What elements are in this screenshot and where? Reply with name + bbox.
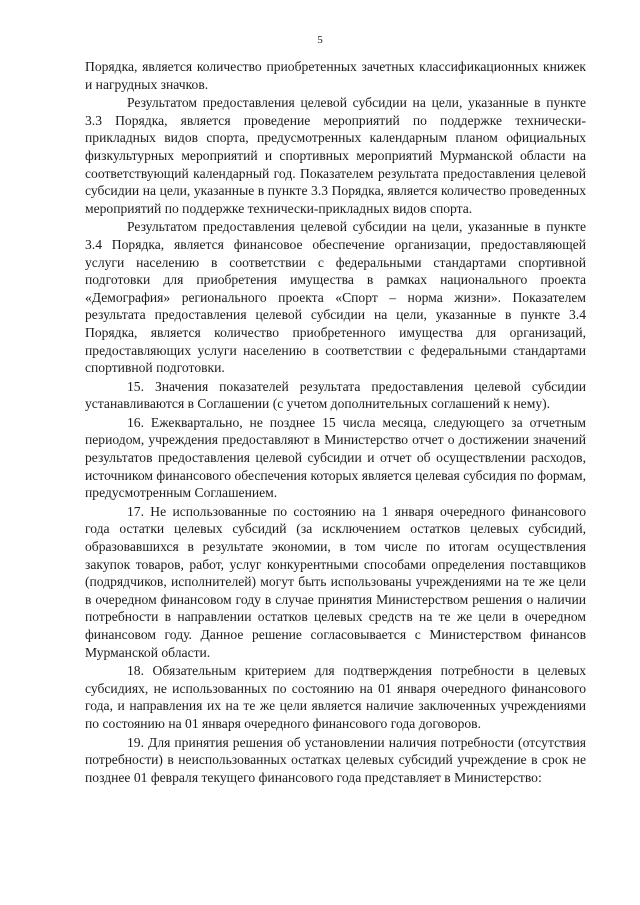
- document-body: [85, 58, 586, 786]
- paragraph-item-17: 17. Не использованные по состоянию на 1 января очередного финансового года остатки целевых субсидий (за исключением остатков целевых субсидий, образовавшихся в результате экономии, в том числе по итогам осуществления закупок товаров, работ, услуг конкурентными способами определения поставщиков (подрядчиков, исполнителей) могут быть использованы учреждениями на те же цели в очередном финансовом году в случае принятия Министерством решения о наличии потребности в направлении остатков целевых средств на те же цели в очередном финансовом году. Данное решение согласовывается с Министерством финансов Мурманской области.: [85, 503, 586, 660]
- paragraph-item-19: 19. Для принятия решения об установлении наличия потребности (отсутствия потребности) в неиспользованных остатках целевых субсидий учреждение в срок не позднее 01 февраля текущего финансового года представляет в Министерство:: [85, 734, 586, 785]
- paragraph-item-18: 18. Обязательным критерием для подтверждения потребности в целевых субсидиях, не использованных по состоянию на 01 января очередного финансового года, и направления их на те же цели является наличие заключенных учреждениями по состоянию на 01 января очередного финансового года договоров.: [85, 663, 586, 731]
- paragraph-item-16: 16. Ежеквартально, не позднее 15 числа месяца, следующего за отчетным периодом, учреждения предоставляют в Министерство отчет о достижении значений результатов предоставления целевой субсидии и отчет об осуществлении расходов, источником финансового обеспечения которых является целевая субсидия по формам, предусмотренным Соглашением.: [85, 414, 586, 501]
- page-number: 5: [317, 34, 323, 46]
- paragraph-result-3-4: Результатом предоставления целевой субсидии на цели, указанные в пункте 3.4 Порядка, является финансовое обеспечение организации, предоставляющей услуги населению в соответствии с федеральными стандартами спортивной подготовки для приобретения имущества в рамках национального проекта «Демография» регионального проекта «Спорт – норма жизни». Показателем результата предоставления целевой субсидии на цели, указанные в пункте 3.4 Порядка, является количество приобретенного имущества для организаций, предоставляющих услуги населению в соответствии с федеральными стандартами спортивной подготовки.: [85, 219, 586, 376]
- paragraph-item-15: 15. Значения показателей результата предоставления целевой субсидии устанавливаются в Соглашении (с учетом дополнительных соглашений к нему).: [85, 378, 586, 412]
- paragraph-result-3-3: Результатом предоставления целевой субсидии на цели, указанные в пункте 3.3 Порядка, является проведение мероприятий по поддержке технически-прикладных видов спорта, предусмотренных календарным планом официальных физкультурных мероприятий и спортивных мероприятий Мурманской области на соответствующий календарный год. Показателем результата предоставления целевой субсидии на цели, указанные в пункте 3.3 Порядка, является количество проведенных мероприятий по поддержке технически-прикладных видов спорта.: [85, 95, 586, 216]
- paragraph-continuation: Порядка, является количество приобретенных зачетных классификационных книжек и нагрудных значков.: [85, 59, 586, 92]
